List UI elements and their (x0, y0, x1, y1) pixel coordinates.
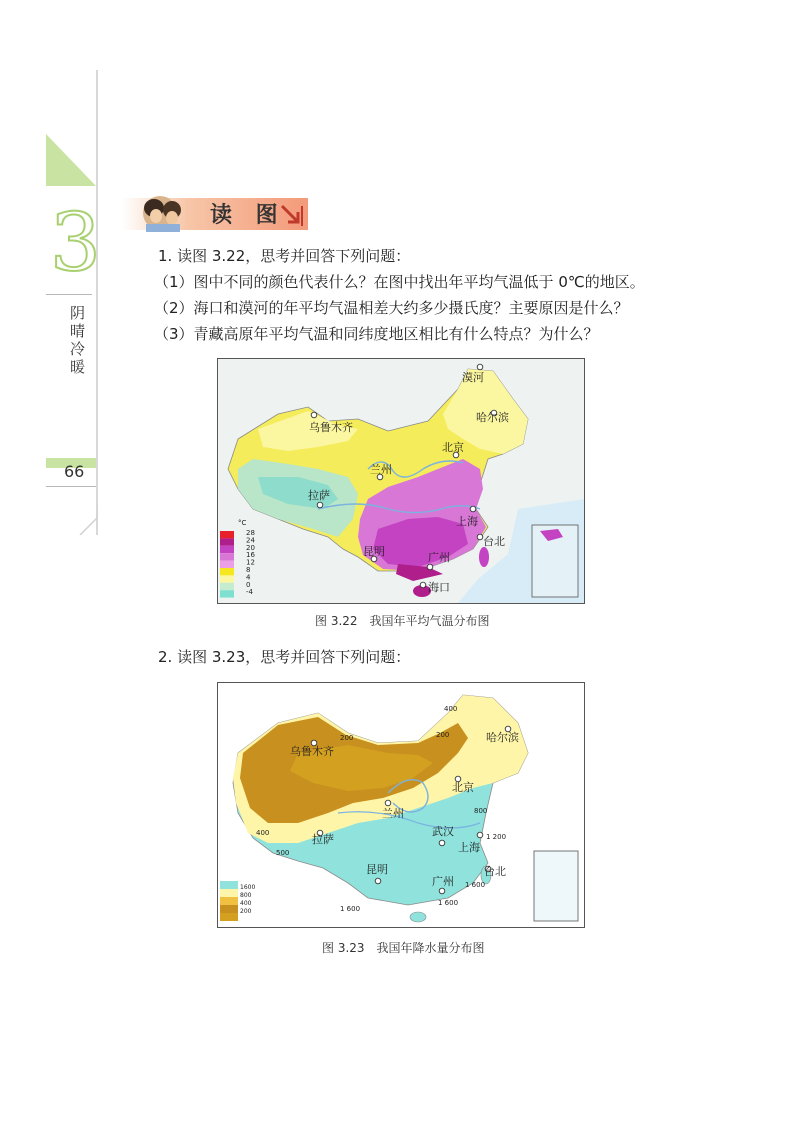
legend-swatch (220, 575, 234, 582)
city-label: 拉萨 (312, 833, 334, 846)
temperature-map-svg (218, 359, 584, 603)
city-label: 漠河 (462, 371, 484, 384)
isoline-label: 1 200 (486, 833, 507, 841)
legend-swatch (220, 590, 234, 597)
legend-label: 12 (246, 558, 255, 567)
legend-swatch (220, 889, 238, 897)
question-2: （2）海口和漠河的年平均气温相差大约多少摄氏度？主要原因是什么？ (154, 299, 629, 317)
city-label: 北京 (452, 781, 474, 794)
precipitation-map-svg (218, 683, 584, 927)
legend-unit: °C (238, 519, 247, 527)
section2-intro: 2. 读图 3.23，思考并回答下列问题： (158, 648, 411, 666)
legend-swatch (220, 881, 238, 889)
page-corner-icon (70, 505, 98, 535)
chapter-number: 3 (50, 196, 101, 289)
legend-label: 4 (246, 573, 251, 582)
isoline-label: 1 600 (465, 881, 486, 889)
legend-swatch (220, 561, 234, 568)
legend-swatch (220, 531, 234, 538)
city-label: 上海 (458, 841, 480, 854)
isoline-label: 400 (256, 829, 270, 837)
question-3: （3）青藏高原年平均气温和同纬度地区相比有什么特点？为什么？ (154, 325, 599, 343)
city-marker (311, 412, 317, 418)
legend-label: 0 (246, 580, 251, 589)
city-label: 昆明 (366, 863, 388, 876)
page-number: 66 (64, 462, 85, 481)
isoline-label: 400 (444, 705, 458, 713)
section1-intro: 1. 读图 3.22，思考并回答下列问题： (158, 247, 411, 265)
legend-label: 400 (240, 900, 252, 907)
legend-label: 28 (246, 529, 255, 537)
chapter-triangle-icon (46, 134, 96, 186)
city-label: 台北 (484, 865, 506, 878)
chapter-divider (46, 294, 92, 295)
city-marker (385, 800, 391, 806)
legend-swatch (220, 583, 234, 590)
city-label: 哈尔滨 (486, 731, 519, 744)
city-marker (439, 840, 445, 846)
city-label: 上海 (456, 515, 478, 528)
question-1: （1）图中不同的颜色代表什么？在图中找出年平均气温低于 0℃的地区。 (154, 273, 645, 291)
legend-label: 1600 (240, 884, 256, 891)
city-label: 兰州 (370, 463, 392, 476)
legend-label: 800 (240, 892, 252, 899)
legend-label: 200 (240, 908, 252, 915)
precipitation-map (217, 682, 585, 928)
legend-swatch (220, 568, 234, 575)
legend-label: 24 (246, 536, 255, 545)
city-marker (470, 506, 476, 512)
isoline-label: 800 (474, 807, 488, 815)
city-label: 台北 (483, 535, 505, 548)
city-label: 兰州 (382, 807, 404, 820)
map2-caption: 图 3.23 我国年降水量分布图 (322, 941, 485, 955)
isoline-label: 200 (340, 734, 354, 742)
legend-swatch (220, 897, 238, 905)
legend-swatch (220, 546, 234, 553)
city-label: 哈尔滨 (476, 411, 509, 424)
page-number-divider (46, 486, 96, 487)
city-marker (420, 582, 426, 588)
city-label: 广州 (432, 875, 454, 888)
legend-swatch (220, 553, 234, 560)
city-label: 海口 (428, 581, 450, 594)
isoline-label: 1 600 (438, 899, 459, 907)
city-label: 拉萨 (308, 489, 330, 502)
city-marker (477, 832, 483, 838)
city-marker (427, 564, 433, 570)
temperature-map (217, 358, 585, 604)
legend-swatch (220, 905, 238, 913)
city-marker (477, 364, 483, 370)
city-label: 北京 (442, 441, 464, 454)
legend-label: 16 (246, 551, 255, 560)
chapter-title: 阴晴冷暖 (70, 304, 86, 376)
city-marker (477, 534, 483, 540)
legend-swatch (220, 538, 234, 545)
city-label: 乌鲁木齐 (309, 421, 353, 434)
isoline-label: 1 600 (340, 905, 361, 913)
map1-caption: 图 3.22 我国年平均气温分布图 (315, 614, 490, 628)
legend-label: 8 (246, 566, 251, 574)
city-marker (317, 502, 323, 508)
city-marker (375, 878, 381, 884)
banner-label: 读 图 (210, 203, 286, 228)
isoline-label: 500 (276, 849, 290, 857)
city-label: 昆明 (363, 545, 385, 558)
isoline-label: 200 (436, 731, 450, 739)
city-label: 广州 (428, 551, 450, 564)
city-label: 乌鲁木齐 (290, 745, 334, 758)
legend-swatch (220, 913, 238, 921)
margin-rule (96, 70, 98, 510)
legend-label: -4 (246, 588, 253, 597)
city-label: 武汉 (432, 825, 454, 838)
city-marker (439, 888, 445, 894)
south-china-sea-inset-2 (534, 851, 578, 921)
legend-label: 20 (246, 543, 255, 552)
